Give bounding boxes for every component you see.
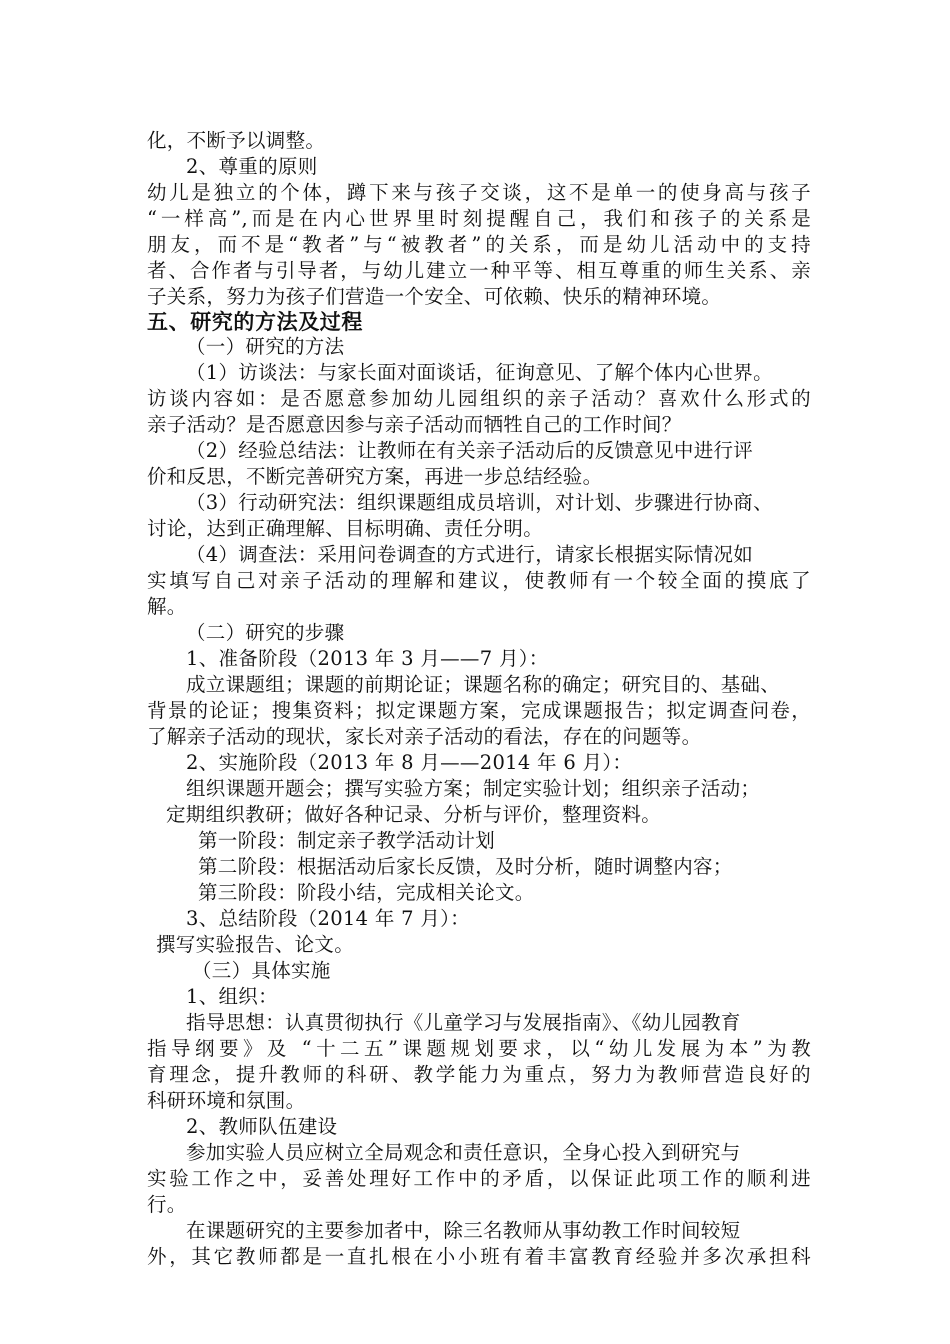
text-line: 访谈内容如：是否愿意参加幼儿园组织的亲子活动？喜欢什么形式的 xyxy=(147,387,811,410)
text-line: 行。 xyxy=(147,1193,187,1216)
text-line: 第三阶段：阶段小结，完成相关论文。 xyxy=(198,881,535,904)
text-line: 讨论，达到正确理解、目标明确、责任分明。 xyxy=(147,517,544,540)
text-line: 2、实施阶段（2013 年 8 月——2014 年 6 月）： xyxy=(186,751,633,774)
text-line: 1、组织： xyxy=(186,985,278,1008)
text-line: 子关系，努力为孩子们营造一个安全、可依赖、快乐的精神环境。 xyxy=(147,285,722,308)
text-line: （1）访谈法：与家长面对面谈话，征询意见、了解个体内心世界。 xyxy=(186,361,773,384)
text-line: 2、教师队伍建设 xyxy=(186,1115,338,1138)
text-line: 科研环境和氛围。 xyxy=(147,1089,306,1112)
text-line: 幼儿是独立的个体，蹲下来与孩子交谈，这不是单一的使身高与孩子 xyxy=(147,181,811,204)
text-line: 价和反思，不断完善研究方案，再进一步总结经验。 xyxy=(147,465,603,488)
text-line: 组织课题开题会；撰写实验方案；制定实验计划；组织亲子活动； xyxy=(186,777,761,800)
text-line: 3、总结阶段（2014 年 7 月）： xyxy=(186,907,470,930)
text-line: 了解亲子活动的现状，家长对亲子活动的看法，存在的问题等。 xyxy=(147,725,702,748)
text-line: 撰写实验报告、论文。 xyxy=(156,933,355,956)
text-line: 第二阶段：根据活动后家长反馈，及时分析，随时调整内容； xyxy=(198,855,733,878)
text-line: （3）行动研究法：组织课题组成员培训，对计划、步骤进行协商、 xyxy=(186,491,773,514)
text-line: （4）调查法：采用问卷调查的方式进行，请家长根据实际情况如 xyxy=(186,543,754,566)
text-line: 定期组织教研；做好各种记录、分析与评价，整理资料。 xyxy=(166,803,662,826)
text-line: 参加实验人员应树立全局观念和责任意识，全身心投入到研究与 xyxy=(186,1141,741,1164)
section-heading: 五、研究的方法及过程 xyxy=(147,309,363,334)
text-line: 实验工作之中，妥善处理好工作中的矛盾，以保证此项工作的顺利进 xyxy=(147,1167,811,1190)
text-line: 解。 xyxy=(147,595,187,618)
text-line: 化，不断予以调整。 xyxy=(147,129,326,152)
text-line: 外，其它教师都是一直扎根在小小班有着丰富教育经验并多次承担科 xyxy=(147,1245,811,1268)
text-line: 背景的论证；搜集资料；拟定课题方案，完成课题报告；拟定调查问卷， xyxy=(147,699,811,722)
text-line: 指导思想：认真贯彻执行《儿童学习与发展指南》、《幼儿园教育 xyxy=(186,1011,741,1034)
subsection-heading: （一）研究的方法 xyxy=(186,335,345,358)
subsection-heading: 2、尊重的原则 xyxy=(186,155,318,178)
subsection-heading: （三）具体实施 xyxy=(192,959,331,982)
text-line: 实填写自己对亲子活动的理解和建议，使教师有一个较全面的摸底了 xyxy=(147,569,811,592)
text-line: （2）经验总结法：让教师在有关亲子活动后的反馈意见中进行评 xyxy=(186,439,754,462)
text-line: 成立课题组；课题的前期论证；课题名称的确定；研究目的、基础、 xyxy=(186,673,781,696)
text-line: 在课题研究的主要参加者中，除三名教师从事幼教工作时间较短 xyxy=(186,1219,741,1242)
text-line: 育理念，提升教师的科研、教学能力为重点，努力为教师营造良好的 xyxy=(147,1063,811,1086)
text-line: 1、准备阶段（2013 年 3 月——7 月）： xyxy=(186,647,549,670)
subsection-heading: （二）研究的步骤 xyxy=(186,621,345,644)
text-line: 者、合作者与引导者，与幼儿建立一种平等、相互尊重的师生关系、亲 xyxy=(147,259,811,282)
text-line: 指导纲要》及 “十二五”课题规划要求，以“幼儿发展为本”为教 xyxy=(147,1037,811,1060)
text-line: 第一阶段：制定亲子教学活动计划 xyxy=(198,829,496,852)
text-line: “一样高”,而是在内心世界里时刻提醒自己，我们和孩子的关系是 xyxy=(147,207,811,230)
text-line: 亲子活动？是否愿意因参与亲子活动而牺牲自己的工作时间？ xyxy=(147,413,682,436)
text-line: 朋友，而不是“教者”与“被教者”的关系，而是幼儿活动中的支持 xyxy=(147,233,811,256)
